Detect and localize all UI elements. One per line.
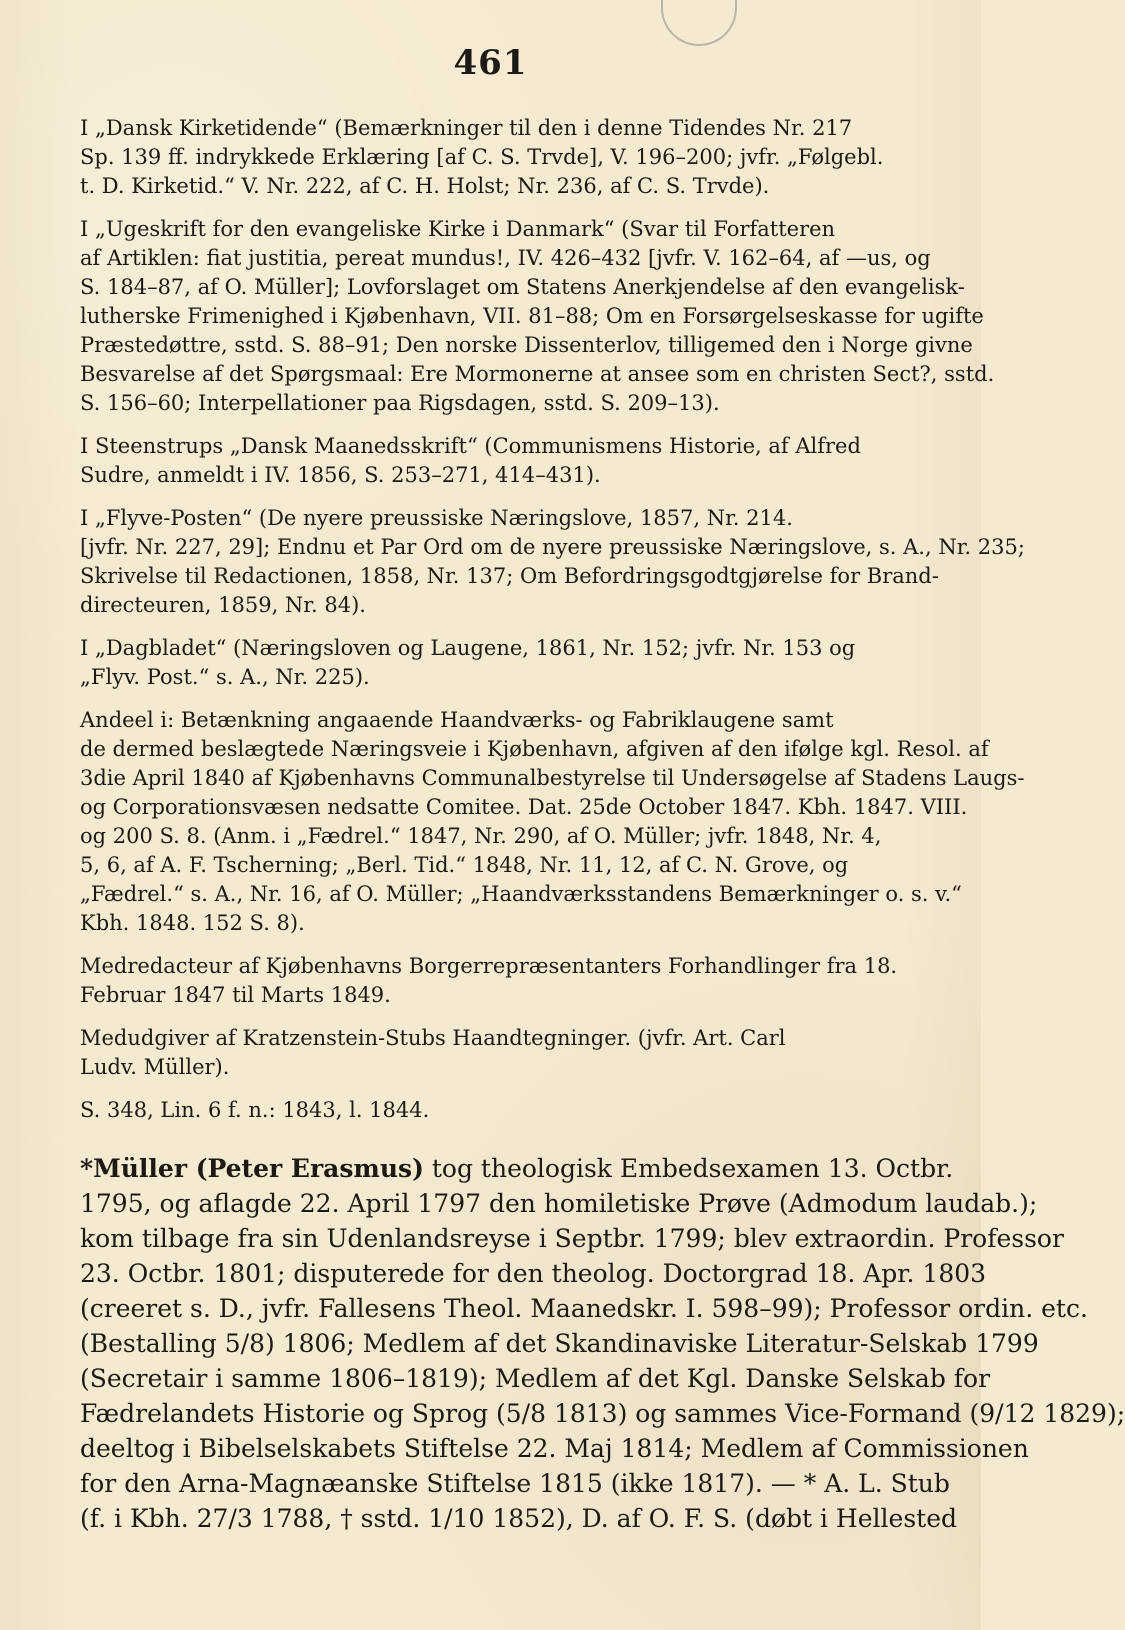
paragraph-dagbladet [80, 634, 898, 692]
text-line: 5, 6, af A. F. Tscherning; „Berl. Tid.“ 1848, Nr. 11, 12, af C. N. Grove, og [80, 853, 849, 877]
text-line: „Fædrel.“ s. A., Nr. 16, af O. Müller; „Haandværksstandens Bemærkninger o. s. v.“ [80, 882, 962, 906]
text-line: S. 184–87, af O. Müller]; Lovforslaget om Statens Anerkjendelse af den evangelisk- [80, 275, 965, 299]
text-line: [jvfr. Nr. 227, 29]; Endnu et Par Ord om de nyere preussiske Næringslove, s. A., Nr. 235; [80, 535, 1025, 559]
entry-muller [80, 1151, 1125, 1536]
paragraph-medredacteur [80, 952, 898, 1010]
page-number: 461 [453, 43, 528, 83]
entry-line: (creeret s. D., jvfr. Fallesens Theol. Maanedskr. I. 598–99); Professor ordin. etc. [80, 1294, 1088, 1323]
text-line: S. 156–60; Interpellationer paa Rigsdagen, sstd. S. 209–13). [80, 391, 720, 415]
entry-line: 23. Octbr. 1801; disputerede for den theolog. Doctorgrad 18. Apr. 1803 [80, 1259, 987, 1288]
text-line: I Steenstrups „Dansk Maanedsskrift“ (Communismens Historie, af Alfred [80, 434, 861, 458]
text-line: og Corporationsvæsen nedsatte Comitee. Dat. 25de October 1847. Kbh. 1847. VIII. [80, 795, 968, 819]
entry-line: (Bestalling 5/8) 1806; Medlem af det Skandinaviske Literatur-Selskab 1799 [80, 1329, 1039, 1358]
text-line: 3die April 1840 af Kjøbenhavns Communalbestyrelse til Undersøgelse af Stadens Laugs- [80, 766, 1025, 790]
text-line: lutherske Frimenighed i Kjøbenhavn, VII. 81–88; Om en Forsørgelseskasse for ugifte [80, 304, 984, 328]
entry-line: (f. i Kbh. 27/3 1788, † sstd. 1/10 1852), D. af O. F. S. (døbt i Hellested [80, 1504, 957, 1533]
text-line: S. 348, Lin. 6 f. n.: 1843, l. 1844. [80, 1098, 430, 1122]
text-line: „Flyv. Post.“ s. A., Nr. 225). [80, 665, 370, 689]
text-line: directeuren, 1859, Nr. 84). [80, 593, 366, 617]
paragraph-andeel [80, 706, 1025, 938]
entry-text: tog theologisk Embedsexamen 13. Octbr. [423, 1154, 954, 1183]
text-line: I „Dansk Kirketidende“ (Bemærkninger til den i denne Tidendes Nr. 217 [80, 116, 853, 140]
paragraph-flyve-posten [80, 504, 1025, 620]
entry-line-first [80, 1151, 954, 1186]
text-line: Besvarelse af det Spørgsmaal: Ere Mormonerne at ansee som en christen Sect?, sstd. [80, 362, 995, 386]
text-line: og 200 S. 8. (Anm. i „Fædrel.“ 1847, Nr. 290, af O. Müller; jvfr. 1848, Nr. 4, [80, 824, 882, 848]
page-tab-mark [661, 0, 737, 46]
entry-line: (Secretair i samme 1806–1819); Medlem af det Kgl. Danske Selskab for [80, 1364, 991, 1393]
paragraph-ugeskrift [80, 215, 995, 418]
text-line: Præstedøttre, sstd. S. 88–91; Den norske Dissenterlov, tilligemed den i Norge givne [80, 333, 973, 357]
entry-line: Fædrelandets Historie og Sprog (5/8 1813) og sammes Vice-Formand (9/12 1829); [80, 1399, 1125, 1428]
text-line: Sudre, anmeldt i IV. 1856, S. 253–271, 414–431). [80, 463, 601, 487]
text-line: af Artiklen: fiat justitia, pereat mundus!, IV. 426–432 [jvfr. V. 162–64, af —us, og [80, 246, 931, 270]
text-line: Kbh. 1848. 152 S. 8). [80, 911, 305, 935]
entry-line: 1795, og aflagde 22. April 1797 den homiletiske Prøve (Admodum laudab.); [80, 1189, 1038, 1218]
entry-line: deeltog i Bibelselskabets Stiftelse 22. Maj 1814; Medlem af Commissionen [80, 1434, 1029, 1463]
paragraph-medudgiver [80, 1024, 898, 1082]
paragraph-dansk-kirketidende [80, 114, 898, 201]
text-line: I „Flyve-Posten“ (De nyere preussiske Næringslove, 1857, Nr. 214. [80, 506, 793, 530]
text-line: t. D. Kirketid.“ V. Nr. 222, af C. H. Holst; Nr. 236, af C. S. Trvde). [80, 174, 770, 198]
document-content [80, 114, 1125, 1550]
text-line: Medredacteur af Kjøbenhavns Borgerrepræsentanters Forhandlinger fra 18. [80, 954, 898, 978]
text-line: de dermed beslægtede Næringsveie i Kjøbenhavn, afgiven af den ifølge kgl. Resol. af [80, 737, 989, 761]
paragraph-maanedsskrift [80, 432, 898, 490]
text-line: I „Ugeskrift for den evangeliske Kirke i Danmark“ (Svar til Forfatteren [80, 217, 836, 241]
text-line: Andeel i: Betænkning angaaende Haandværks- og Fabriklaugene samt [80, 708, 834, 732]
text-line: Skrivelse til Redactionen, 1858, Nr. 137; Om Befordringsgodtgjørelse for Brand- [80, 564, 939, 588]
entry-line: kom tilbage fra sin Udenlandsreyse i Septbr. 1799; blev extraordin. Professor [80, 1224, 1064, 1253]
text-line: Ludv. Müller). [80, 1055, 230, 1079]
paragraph-correction [80, 1096, 898, 1125]
text-line: Februar 1847 til Marts 1849. [80, 983, 391, 1007]
text-line: Sp. 139 ff. indrykkede Erklæring [af C. S. Trvde], V. 196–200; jvfr. „Følgebl. [80, 145, 884, 169]
entry-line: for den Arna-Magnæanske Stiftelse 1815 (ikke 1817). — * A. L. Stub [80, 1469, 950, 1498]
entry-lead: *Müller (Peter Erasmus) [80, 1154, 424, 1183]
text-line: I „Dagbladet“ (Næringsloven og Laugene, 1861, Nr. 152; jvfr. Nr. 153 og [80, 636, 856, 660]
text-line: Medudgiver af Kratzenstein-Stubs Haandtegninger. (jvfr. Art. Carl [80, 1026, 786, 1050]
